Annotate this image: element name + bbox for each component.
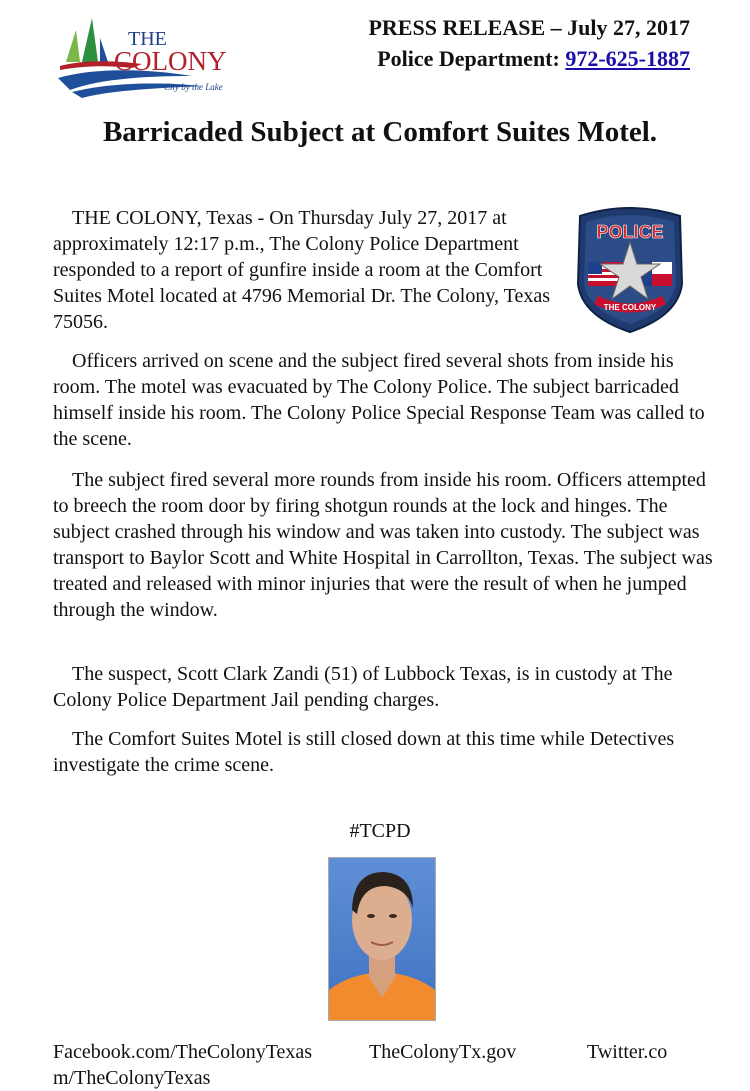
police-dept-line (368, 43, 690, 74)
paragraph-4: The suspect, Scott Clark Zandi (51) of Lubbock Texas, is in custody at The Colony Police Department Jail pending charges. (53, 663, 673, 711)
press-header (368, 12, 690, 74)
badge-text-colony: THE COLONY (603, 303, 657, 312)
suspect-mugshot (328, 857, 436, 1021)
paragraph-1: THE COLONY, Texas - On Thursday July 27, 2017 at approximately 12:17 p.m., The Colony Police Department responded to a report of gunfire inside a room at the Comfort Suites Motel located at 4796 Memorial Dr. The Colony, Texas 75056. (53, 207, 551, 333)
paragraph-3: The subject fired several more rounds from inside his room. Officers attempted to breech the room door by firing shotgun rounds at the lock and hinges. The subject crashed through his window and was taken into custody. The subject was transport to Baylor Scott and White Hospital in Carrollton, Texas. The subject was treated and released with minor injuries that were the result of when he jumped through the window. (53, 469, 713, 621)
phone-link[interactable]: 972-625-1887 (565, 46, 690, 71)
logo-colony: COLONY (114, 46, 227, 76)
badge-text-police: POLICE (596, 222, 664, 242)
press-release-date: PRESS RELEASE – July 27, 2017 (368, 15, 690, 40)
twitter-link[interactable]: Twitter.co (587, 1041, 668, 1063)
page-title: Barricaded Subject at Comfort Suites Motel. (102, 116, 658, 148)
city-logo (52, 10, 252, 98)
logo-tagline: City by the Lake (164, 82, 223, 92)
hashtag: #TCPD (349, 820, 411, 842)
police-badge (570, 204, 690, 334)
website-link[interactable]: TheColonyTx.gov (369, 1041, 517, 1063)
twitter-link-wrap[interactable]: m/TheColonyTexas (53, 1067, 211, 1089)
paragraph-2: Officers arrived on scene and the subject fired several shots from inside his room. The motel was evacuated by The Colony Police. The subject barricaded himself inside his room. The Colony Police Special Response Team was called to the scene. (53, 350, 705, 450)
dept-label: Police Department: (377, 46, 566, 71)
paragraph-5: The Comfort Suites Motel is still closed down at this time while Detectives investigate the crime scene. (53, 728, 675, 776)
logo-the: THE (128, 28, 167, 50)
facebook-link[interactable]: Facebook.com/TheColonyTexas (53, 1041, 313, 1063)
